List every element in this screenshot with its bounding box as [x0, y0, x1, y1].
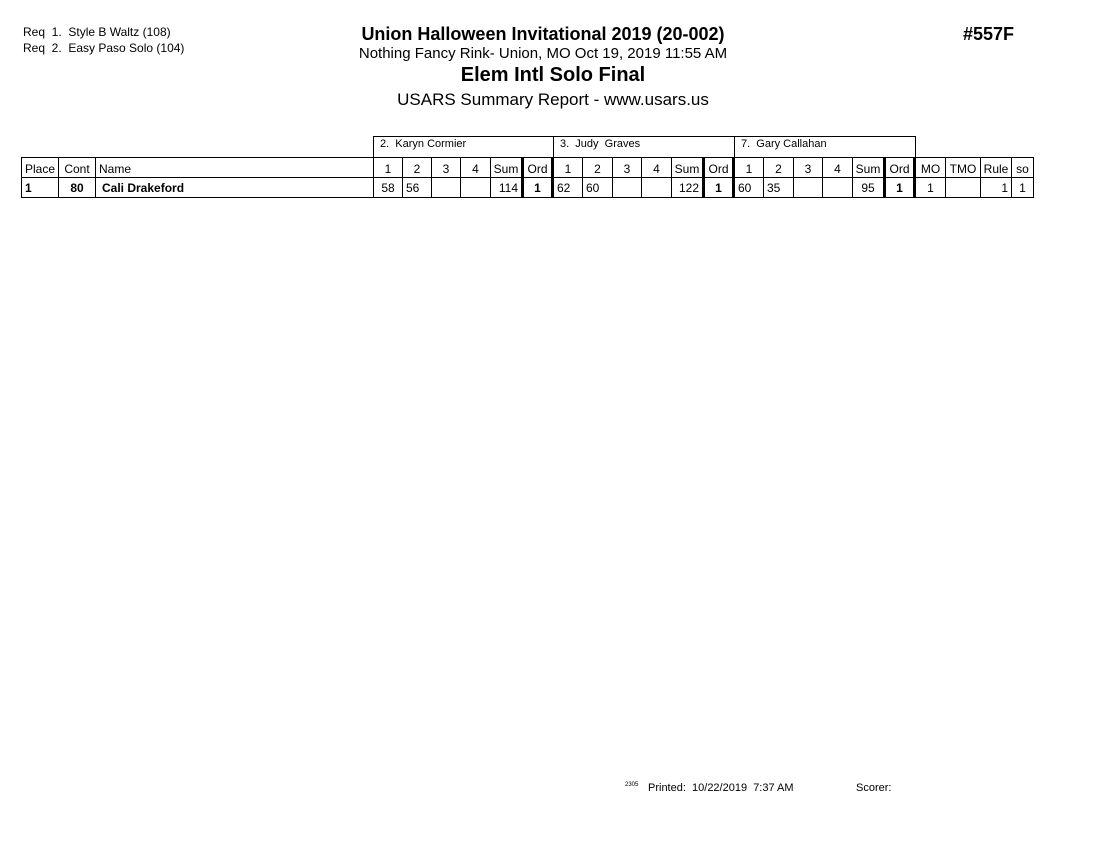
column-header-name: Name — [95, 157, 374, 178]
venue-line: Nothing Fancy Rink- Union, MO Oct 19, 2019 11:55 AM — [358, 45, 728, 62]
column-header-j2-sum: Sum — [671, 157, 703, 178]
column-header-j2-4: 4 — [641, 157, 672, 178]
column-header-j1-3: 3 — [431, 157, 461, 178]
event-id: #557F — [963, 24, 1015, 44]
result-j2-score-2: 60 — [582, 177, 613, 198]
result-j2-score-1: 62 — [553, 177, 583, 198]
column-header-j1-4: 4 — [460, 157, 491, 178]
result-j3-score-4 — [822, 177, 853, 198]
result-so: 1 — [1011, 177, 1034, 198]
judge-header-1: 2. Karyn Cormier — [373, 136, 554, 157]
result-j1-score-4 — [460, 177, 491, 198]
column-header-rule: Rule — [980, 157, 1012, 178]
result-j2-sum: 122 — [671, 177, 703, 198]
result-j3-ord: 1 — [883, 177, 916, 198]
result-j3-score-1: 60 — [734, 177, 764, 198]
result-j2-score-3 — [612, 177, 642, 198]
result-j1-score-1: 58 — [373, 177, 403, 198]
result-j1-sum: 114 — [490, 177, 522, 198]
column-header-j1-2: 2 — [402, 157, 432, 178]
column-header-j3-sum: Sum — [852, 157, 884, 178]
column-header-j3-1: 1 — [734, 157, 764, 178]
column-header-j2-2: 2 — [582, 157, 613, 178]
result-tmo — [945, 177, 981, 198]
column-header-mo: MO — [915, 157, 946, 178]
result-j3-score-2: 35 — [763, 177, 794, 198]
event-name: Elem Intl Solo Final — [460, 64, 646, 86]
column-header-j2-1: 1 — [553, 157, 583, 178]
printed-timestamp: Printed: 10/22/2019 7:37 AM — [648, 782, 794, 794]
column-header-j1-ord: Ord — [521, 157, 554, 178]
column-header-so: so — [1011, 157, 1034, 178]
column-header-j3-4: 4 — [822, 157, 853, 178]
requirement-1: Req 1. Style B Waltz (108) — [23, 25, 171, 39]
result-j3-sum: 95 — [852, 177, 884, 198]
column-header-tmo: TMO — [945, 157, 981, 178]
judge-header-3: 7. Gary Callahan — [734, 136, 916, 157]
result-cont: 80 — [58, 177, 96, 198]
result-j1-score-3 — [431, 177, 461, 198]
column-header-j2-ord: Ord — [702, 157, 735, 178]
result-j3-score-3 — [793, 177, 823, 198]
requirement-2: Req 2. Easy Paso Solo (104) — [23, 41, 185, 55]
column-header-j1-sum: Sum — [490, 157, 522, 178]
column-header-cont: Cont — [58, 157, 96, 178]
result-j2-ord: 1 — [702, 177, 735, 198]
scorer-label: Scorer: — [856, 782, 892, 794]
competition-title: Union Halloween Invitational 2019 (20-002) — [361, 24, 725, 44]
result-name: Cali Drakeford — [95, 177, 374, 198]
column-header-place: Place — [21, 157, 59, 178]
report-line: USARS Summary Report - www.usars.us — [397, 90, 709, 109]
result-j1-ord: 1 — [521, 177, 554, 198]
result-j2-score-4 — [641, 177, 672, 198]
column-header-j1-1: 1 — [373, 157, 403, 178]
column-header-j3-3: 3 — [793, 157, 823, 178]
result-place: 1 — [21, 177, 59, 198]
result-mo: 1 — [915, 177, 946, 198]
column-header-j3-2: 2 — [763, 157, 794, 178]
column-header-j2-3: 3 — [612, 157, 642, 178]
column-header-j3-ord: Ord — [883, 157, 916, 178]
result-j1-score-2: 56 — [402, 177, 432, 198]
result-rule: 1 — [980, 177, 1012, 198]
judge-header-2: 3. Judy Graves — [553, 136, 735, 157]
footer-code: 2305 — [625, 782, 639, 788]
